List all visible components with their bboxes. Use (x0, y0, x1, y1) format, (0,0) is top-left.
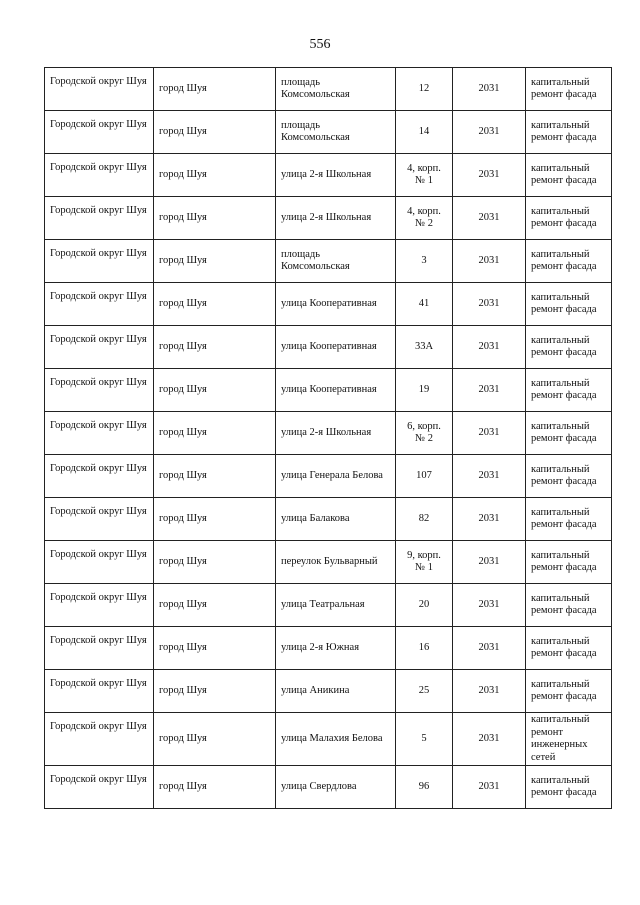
cell-year: 2031 (453, 326, 526, 369)
cell-house: 16 (396, 627, 453, 670)
cell-town: город Шуя (154, 369, 276, 412)
cell-year: 2031 (453, 498, 526, 541)
cell-work-type: капитальный ремонт фасада (526, 670, 612, 713)
cell-district: Городской округ Шуя (45, 670, 154, 713)
cell-year: 2031 (453, 412, 526, 455)
cell-year: 2031 (453, 584, 526, 627)
table-row (45, 369, 612, 412)
cell-street: переулок Бульварный (276, 541, 396, 584)
cell-work-type: капитальный ремонт инженерных сетей (526, 713, 612, 766)
table-row (45, 670, 612, 713)
table-row (45, 584, 612, 627)
cell-house: 12 (396, 68, 453, 111)
cell-district: Городской округ Шуя (45, 68, 154, 111)
cell-house: 4, корп. № 1 (396, 154, 453, 197)
cell-town: город Шуя (154, 412, 276, 455)
cell-town: город Шуя (154, 111, 276, 154)
cell-house: 96 (396, 766, 453, 809)
cell-house: 41 (396, 283, 453, 326)
cell-district: Городской округ Шуя (45, 584, 154, 627)
cell-town: город Шуя (154, 541, 276, 584)
table-row (45, 766, 612, 809)
cell-district: Городской округ Шуя (45, 627, 154, 670)
cell-street: улица Театральная (276, 584, 396, 627)
cell-street: площадь Комсомольская (276, 240, 396, 283)
cell-district: Городской округ Шуя (45, 240, 154, 283)
cell-work-type: капитальный ремонт фасада (526, 369, 612, 412)
cell-district: Городской округ Шуя (45, 541, 154, 584)
table-row (45, 541, 612, 584)
cell-street: улица Генерала Белова (276, 455, 396, 498)
cell-year: 2031 (453, 68, 526, 111)
cell-street: улица 2-я Школьная (276, 154, 396, 197)
table-row (45, 111, 612, 154)
cell-work-type: капитальный ремонт фасада (526, 197, 612, 240)
cell-work-type: капитальный ремонт фасада (526, 154, 612, 197)
cell-street: площадь Комсомольская (276, 68, 396, 111)
cell-work-type: капитальный ремонт фасада (526, 283, 612, 326)
cell-district: Городской округ Шуя (45, 369, 154, 412)
cell-district: Городской округ Шуя (45, 766, 154, 809)
table-row (45, 713, 612, 766)
table-row (45, 627, 612, 670)
cell-district: Городской округ Шуя (45, 713, 154, 766)
cell-town: город Шуя (154, 627, 276, 670)
cell-house: 82 (396, 498, 453, 541)
cell-year: 2031 (453, 670, 526, 713)
cell-year: 2031 (453, 154, 526, 197)
cell-work-type: капитальный ремонт фасада (526, 584, 612, 627)
cell-street: улица Кооперативная (276, 326, 396, 369)
cell-house: 19 (396, 369, 453, 412)
cell-house: 25 (396, 670, 453, 713)
cell-district: Городской округ Шуя (45, 197, 154, 240)
cell-street: площадь Комсомольская (276, 111, 396, 154)
table-row (45, 154, 612, 197)
cell-work-type: капитальный ремонт фасада (526, 111, 612, 154)
cell-year: 2031 (453, 240, 526, 283)
cell-district: Городской округ Шуя (45, 111, 154, 154)
cell-house: 14 (396, 111, 453, 154)
cell-district: Городской округ Шуя (45, 498, 154, 541)
cell-house: 33А (396, 326, 453, 369)
cell-year: 2031 (453, 713, 526, 766)
cell-street: улица Кооперативная (276, 283, 396, 326)
cell-town: город Шуя (154, 154, 276, 197)
table-row (45, 455, 612, 498)
cell-work-type: капитальный ремонт фасада (526, 541, 612, 584)
cell-district: Городской округ Шуя (45, 283, 154, 326)
cell-street: улица 2-я Школьная (276, 412, 396, 455)
cell-town: город Шуя (154, 240, 276, 283)
cell-district: Городской округ Шуя (45, 455, 154, 498)
repair-register-table (44, 67, 612, 809)
cell-work-type: капитальный ремонт фасада (526, 412, 612, 455)
cell-town: город Шуя (154, 498, 276, 541)
table-row (45, 326, 612, 369)
cell-town: город Шуя (154, 713, 276, 766)
cell-year: 2031 (453, 455, 526, 498)
cell-street: улица 2-я Школьная (276, 197, 396, 240)
page-number: 556 (309, 37, 331, 52)
cell-town: город Шуя (154, 68, 276, 111)
cell-street: улица Малахия Белова (276, 713, 396, 766)
cell-work-type: капитальный ремонт фасада (526, 455, 612, 498)
cell-district: Городской округ Шуя (45, 326, 154, 369)
table-row (45, 283, 612, 326)
cell-house: 6, корп. № 2 (396, 412, 453, 455)
cell-town: город Шуя (154, 283, 276, 326)
cell-town: город Шуя (154, 584, 276, 627)
table-row (45, 412, 612, 455)
cell-town: город Шуя (154, 766, 276, 809)
cell-work-type: капитальный ремонт фасада (526, 240, 612, 283)
cell-street: улица Кооперативная (276, 369, 396, 412)
cell-district: Городской округ Шуя (45, 412, 154, 455)
cell-district: Городской округ Шуя (45, 154, 154, 197)
cell-street: улица Балакова (276, 498, 396, 541)
cell-work-type: капитальный ремонт фасада (526, 498, 612, 541)
cell-year: 2031 (453, 627, 526, 670)
table-row (45, 240, 612, 283)
cell-year: 2031 (453, 283, 526, 326)
table-row (45, 68, 612, 111)
cell-year: 2031 (453, 766, 526, 809)
cell-work-type: капитальный ремонт фасада (526, 766, 612, 809)
cell-street: улица Свердлова (276, 766, 396, 809)
cell-house: 4, корп. № 2 (396, 197, 453, 240)
cell-town: город Шуя (154, 326, 276, 369)
cell-house: 3 (396, 240, 453, 283)
cell-house: 20 (396, 584, 453, 627)
cell-work-type: капитальный ремонт фасада (526, 68, 612, 111)
cell-house: 107 (396, 455, 453, 498)
cell-work-type: капитальный ремонт фасада (526, 326, 612, 369)
cell-year: 2031 (453, 369, 526, 412)
table-row (45, 197, 612, 240)
cell-house: 9, корп. № 1 (396, 541, 453, 584)
cell-year: 2031 (453, 197, 526, 240)
cell-house: 5 (396, 713, 453, 766)
cell-town: город Шуя (154, 197, 276, 240)
table-body (45, 68, 612, 809)
cell-town: город Шуя (154, 455, 276, 498)
cell-town: город Шуя (154, 670, 276, 713)
cell-work-type: капитальный ремонт фасада (526, 627, 612, 670)
cell-year: 2031 (453, 111, 526, 154)
cell-year: 2031 (453, 541, 526, 584)
cell-street: улица Аникина (276, 670, 396, 713)
table-row (45, 498, 612, 541)
cell-street: улица 2-я Южная (276, 627, 396, 670)
